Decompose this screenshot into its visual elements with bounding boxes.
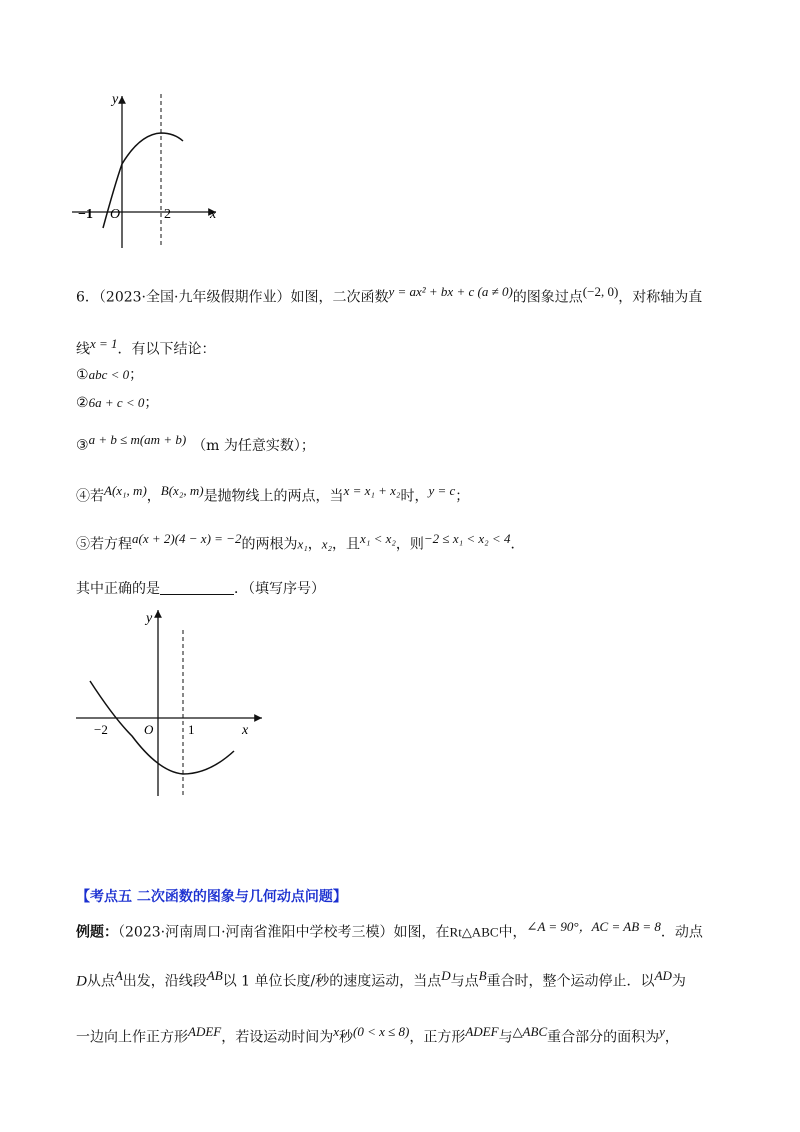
parabola-curve: [90, 681, 234, 774]
origin-label: O: [144, 722, 154, 737]
conclusion-3: ③$^{a + b \le m(am + b)}$ （m 为任意实数）；: [76, 432, 315, 454]
formula-axis: x = 1: [90, 336, 118, 351]
conclusion-2: ②6a + c < 0；: [76, 395, 159, 411]
origin-label: O: [110, 207, 121, 222]
tick-two: 2: [164, 207, 171, 222]
example-line-1: 例题：（2023·河南周口·河南省淮阳中学校考三模）如图，在Rt△ABC中，$^{\angle A = 90^\circ,AC = AB = 8}$．动点: [76, 919, 703, 941]
y-axis-label: y: [146, 611, 153, 626]
y-axis-label: y: [112, 92, 119, 107]
q6-line-2: 线$^{x = 1}$．有以下结论：: [76, 336, 216, 358]
parabola-graph-1: [70, 88, 230, 253]
question-source: （2023·全国·九年级假期作业）: [98, 289, 291, 306]
conclusion-1: ①abc < 0；: [76, 367, 144, 383]
x-axis-label: x: [242, 723, 249, 738]
formula-point: (−2, 0): [582, 284, 619, 299]
example-label: 例题：: [76, 924, 118, 941]
answer-blank[interactable]: [160, 580, 234, 595]
conclusion-4: ④若$^{A(x_1, m)}$，$^{B(x_2, m)}$是抛物线上的两点，当$^{x = x_1 + x_2}$时，$^{y = c}$；: [76, 483, 470, 505]
q6-line-1: 6．（2023·全国·九年级假期作业）如图，二次函数$^{y = ax^2 + bx + c (a \ne 0)}$的图象过点$^{(-2, 0)}$，对称轴为直: [76, 284, 703, 306]
tick-neg-one: −1: [78, 207, 93, 222]
conclusion-5: ⑤若方程$^{a(x + 2)(4 - x) = -2}$的两根为x₁，x₂，且$^{x_1 < x_2}$，则$^{-2 \le x_1 < x_2 < 4}$．: [76, 531, 525, 553]
question-number: 6．: [76, 289, 99, 306]
question-prompt: 其中正确的是 ．（填写序号）: [76, 581, 325, 597]
section-title: 【考点五 二次函数的图象与几何动点问题】: [76, 889, 347, 905]
formula-quadratic: y = ax² + bx + c (a ≠ 0): [388, 284, 513, 299]
tick-one: 1: [188, 722, 195, 737]
example-line-3: 一边向上作正方形$^{ADEF}$，若设运动时间为$^x$秒$^{(0 < x \le 8)}$，正方形$^{ADEF}$与$^{\triangle ABC}$重合部分的面积为$^y$，: [76, 1024, 679, 1046]
tick-neg-two: −2: [94, 722, 108, 737]
example-source: （2023·河南周口·河南省淮阳中学校考三模）: [118, 924, 394, 941]
x-axis-label: x: [210, 207, 217, 222]
example-line-2: D从点$^A$出发，沿线段$^{AB}$以 1 单位长度/秒的速度运动，当点$^D$与点$^B$重合时，整个运动停止．以$^{AD}$为: [76, 968, 686, 990]
parabola-graph-2: [74, 606, 274, 801]
